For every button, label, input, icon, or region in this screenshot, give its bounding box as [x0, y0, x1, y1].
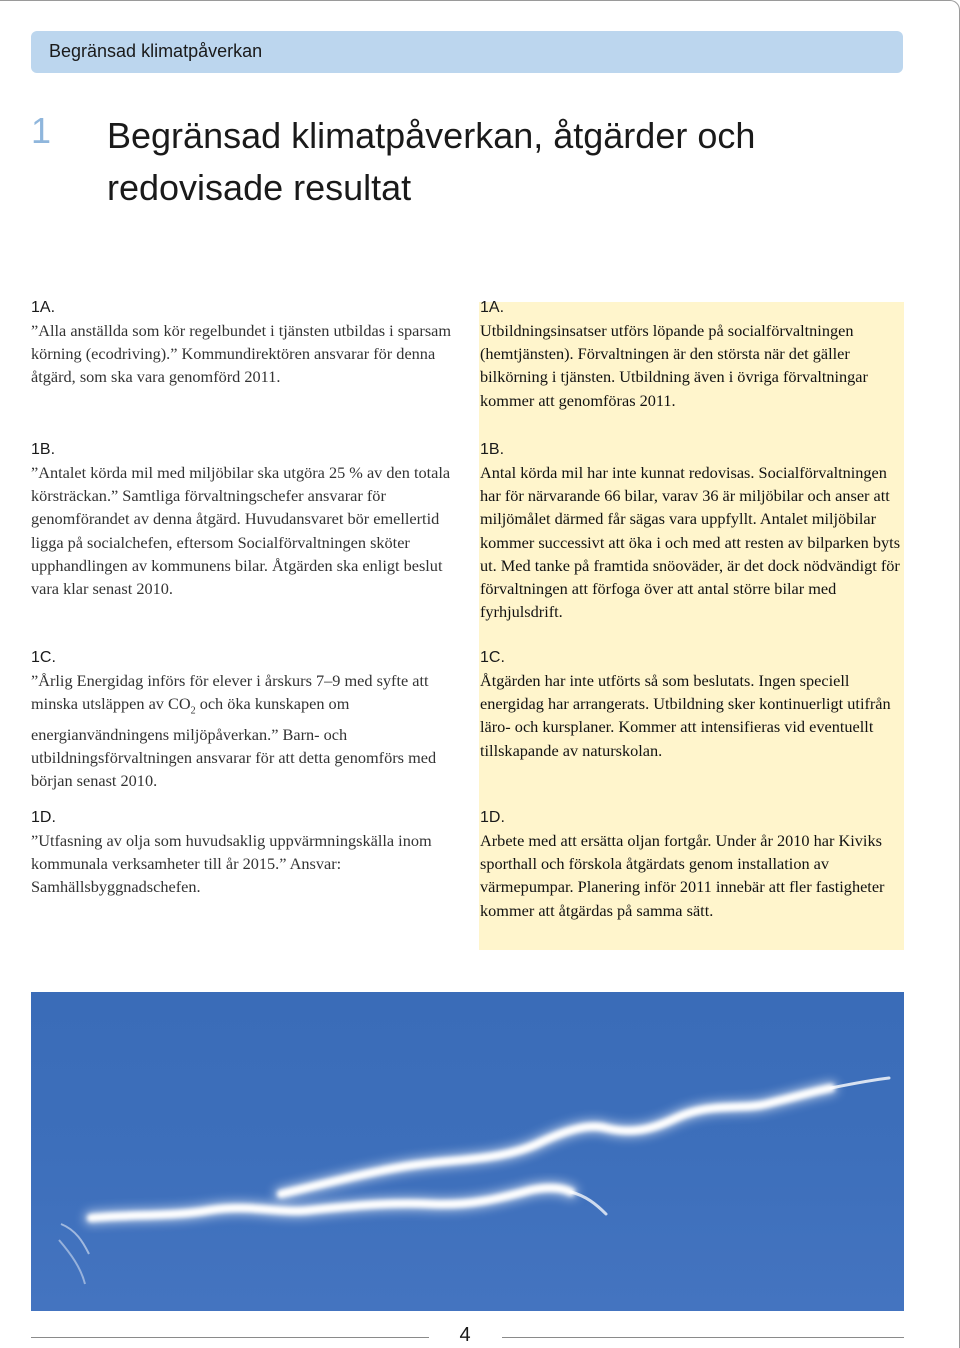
goal-text: ”Utfasning av olja som huvudsaklig uppvärmningskälla inom kommunala verksamheter till år 2015.” Ansvar: Samhällsbyggnadschefen. — [31, 831, 432, 897]
footer-rule-left — [31, 1337, 429, 1338]
goal-text: ”Antalet körda mil med miljöbilar ska utgöra 25 % av den totala körsträckan.” Samtliga förvaltningschefer ansvarar för genomförandet av denna åtgärd. Huvudansvaret bör emellertid ligga på socialchefen, eftersom Socialförvaltningen sköter upphandlingen av kommunens bilar. Åtgärden ska enligt beslut vara klar senast 2010. — [31, 463, 451, 599]
result-text: Antal körda mil har inte kunnat redovisas. Socialförvaltningen har för närvarande 66 bilar, varav 36 är miljöbilar och anser att miljömålet därmed får sägas vara uppfyllt. Antalet miljöbilar kommer successivt att öka i och med att resten av bilparken byts ut. Med tanke på framtida snöoväder, är det dock nödvändigt för förvaltningen att förfoga över att antal större bilar med fyrhjulsdrift. — [480, 463, 901, 622]
result-1d — [480, 806, 904, 922]
contrail-illustration — [31, 992, 904, 1311]
running-header — [31, 31, 903, 73]
result-label: 1B. — [480, 441, 505, 458]
result-text: Åtgärden har inte utförts så som beslutats. Ingen speciell energidag har arrangerats. Utbildning sker kontinuerligt utifrån läro- och kursplaner. Kommer att intensifieras vid eventuellt tillskapande av naturskolan. — [480, 671, 891, 760]
page-number: 4 — [459, 1324, 471, 1346]
goal-label: 1C. — [31, 649, 56, 666]
goal-text-part: ”Årlig Energidag införs för elever i årskurs 7–9 med syfte att minska utsläppen av CO — [31, 671, 429, 714]
footer-rule-right — [502, 1337, 904, 1338]
sky-contrail-photo — [31, 992, 904, 1311]
goal-text: ”Alla anställda som kör regelbundet i tjänsten utbildas i sparsam körning (ecodriving).” Kommundirektören ansvarar för denna åtgärd, som ska vara genomförd 2011. — [31, 321, 452, 387]
result-label: 1D. — [480, 809, 505, 826]
result-label: 1A. — [480, 299, 505, 316]
goal-text-part: och öka kunskapen om energianvändningens miljöpåverkan.” Barn- och utbildningsförvaltningen ansvarar för att detta genomförs med början senast 2010. — [31, 694, 437, 791]
chapter-title: Begränsad klimatpåverkan, åtgärder och redovisade resultat — [107, 115, 756, 208]
result-text: Arbete med att ersätta oljan fortgår. Under år 2010 har Kiviks sporthall och förskola åtgärdats genom installation av värmepumpar. Planering inför 2011 innebär att fler fastigheter kommer att åtgärdas på samma sätt. — [480, 831, 885, 920]
result-label: 1C. — [480, 649, 505, 666]
result-1a — [480, 296, 904, 412]
goal-1d — [31, 806, 463, 899]
goal-label: 1D. — [31, 809, 56, 826]
running-header-title: Begränsad klimatpåverkan — [49, 41, 263, 61]
goal-label: 1B. — [31, 441, 56, 458]
goal-1a — [31, 296, 463, 389]
results-panel — [479, 299, 904, 950]
chapter-number: 1 — [31, 110, 52, 151]
goal-1b — [31, 438, 463, 600]
goal-text — [31, 669, 463, 792]
result-1c — [480, 646, 904, 762]
co2-subscript: 2 — [190, 705, 196, 717]
goal-1c — [31, 646, 463, 792]
result-1b — [480, 438, 904, 623]
result-text: Utbildningsinsatser utförs löpande på socialförvaltningen (hemtjänsten). Förvaltningen är den största när det gäller bilkörning i tjänsten. Utbildning även i övriga förvaltningar kommer att genomföras 2011. — [480, 321, 868, 410]
goal-label: 1A. — [31, 299, 56, 316]
